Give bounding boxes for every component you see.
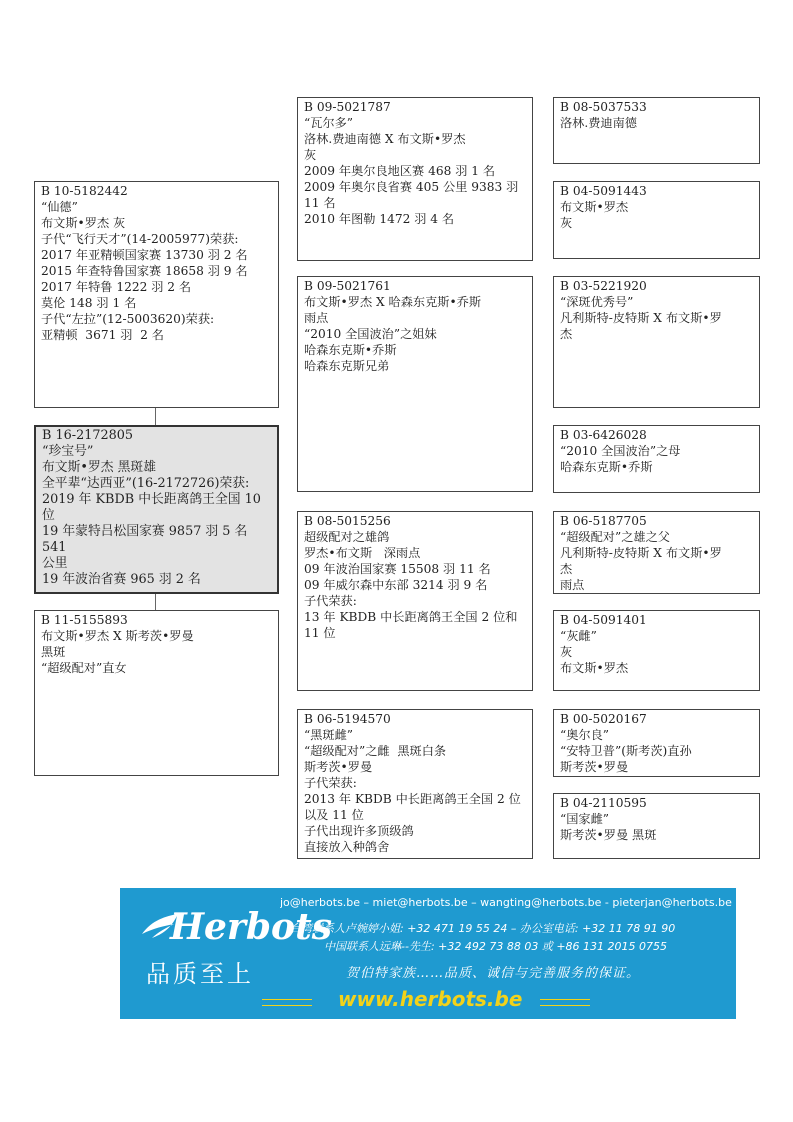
pedigree-line: 雨点 (560, 578, 585, 592)
great-grandparent-box-8 (553, 793, 760, 859)
pedigree-line: 哈森东克斯•乔斯 (560, 460, 653, 474)
pedigree-line: B 04-5091401 (560, 613, 647, 627)
pedigree-line: 布文斯•罗杰 黑斑雄 (42, 460, 156, 475)
slogan: 品质至上 (146, 960, 254, 988)
pedigree-line: 哈森东克斯•乔斯 (304, 343, 397, 357)
pedigree-line: 雨点 (304, 311, 329, 325)
pedigree-line: “超级配对”之雌 黑斑白条 (304, 744, 447, 758)
pedigree-line: 11 位 (304, 626, 336, 640)
pedigree-line: 直接放入种鸽舍 (304, 840, 390, 854)
pedigree-line: 2009 年奥尔良省赛 405 公里 9383 羽 (304, 180, 519, 194)
pedigree-line: 09 年波治国家赛 15508 羽 11 名 (304, 562, 491, 576)
pedigree-line: 全平辈“达西亚”(16-2172726)荣获: (42, 476, 250, 491)
pedigree-line: 斯考茨•罗曼 (560, 760, 629, 774)
dam-sire-box (297, 511, 533, 691)
pedigree-line: “2010 全国波治”之母 (560, 444, 681, 458)
pedigree-line: B 08-5037533 (560, 100, 647, 114)
herbots-logo (140, 896, 332, 952)
pedigree-line: “超级配对”直女 (41, 661, 127, 675)
pedigree-line: 公里 (42, 556, 68, 571)
pedigree-line: B 08-5015256 (304, 514, 391, 528)
sire-box (34, 181, 279, 408)
pedigree-line: B 11-5155893 (41, 613, 128, 627)
pedigree-line: “瓦尔多” (304, 116, 354, 130)
herbots-banner (120, 888, 736, 1019)
pedigree-line: 2017 年亚精顿国家赛 13730 羽 2 名 (41, 248, 248, 262)
pedigree-line: 灰 (560, 645, 573, 659)
pedigree-line: 斯考茨•罗曼 黑斑 (560, 828, 657, 842)
pedigree-line: 13 年 KBDB 中长距离鸽王全国 2 位和 (304, 610, 518, 624)
great-grandparent-box-6 (553, 610, 760, 691)
pedigree-line: 19 年波治省赛 965 羽 2 名 (42, 572, 201, 587)
pedigree-line: B 06-5194570 (304, 712, 391, 726)
pedigree-line: “国家雌” (560, 812, 610, 826)
pedigree-line: 子代出现许多顶级鸽 (304, 824, 414, 838)
great-grandparent-box-7 (553, 709, 760, 777)
great-grandparent-box-2 (553, 181, 760, 259)
pedigree-line: 凡利斯特-皮特斯 X 布文斯•罗 (560, 311, 722, 325)
pedigree-line: B 09-5021787 (304, 100, 391, 114)
great-grandparent-box-3 (553, 276, 760, 408)
pedigree-line: “安特卫普”(斯考茨)直孙 (560, 744, 692, 758)
subject-pigeon-box (34, 425, 279, 594)
pedigree-line: “奥尔良” (560, 728, 610, 742)
pedigree-line: “珍宝号” (42, 444, 94, 459)
pedigree-line: B 16-2172805 (42, 428, 134, 443)
dam-box (34, 610, 279, 776)
pedigree-line: 2013 年 KBDB 中长距离鸽王全国 2 位 (304, 792, 521, 806)
divider-left (262, 999, 312, 1006)
pedigree-line: “黑斑雌” (304, 728, 354, 742)
sire-dam-box (297, 276, 533, 492)
connector-line (155, 407, 156, 426)
great-grandparent-box-5 (553, 511, 760, 594)
pedigree-line: 灰 (560, 216, 573, 230)
sire-sire-box (297, 97, 533, 261)
pedigree-line: B 00-5020167 (560, 712, 647, 726)
pedigree-line: 罗杰•布文斯 深雨点 (304, 546, 421, 560)
pedigree-line: 09 年威尔森中东部 3214 羽 9 名 (304, 578, 488, 592)
pedigree-line: 超级配对之雄鸽 (304, 530, 390, 544)
pedigree-line: 莫伦 148 羽 1 名 (41, 296, 137, 310)
pedigree-line: 洛林.费迪南德 (560, 116, 637, 130)
pedigree-line: 2009 年奥尔良地区赛 468 羽 1 名 (304, 164, 496, 178)
pedigree-line: 11 名 (304, 196, 336, 210)
pedigree-line: 哈森东克斯兄弟 (304, 359, 390, 373)
pedigree-line: B 04-2110595 (560, 796, 647, 810)
pedigree-line: B 06-5187705 (560, 514, 647, 528)
pedigree-line: B 10-5182442 (41, 184, 128, 198)
pedigree-line: 杰 (560, 562, 573, 576)
pedigree-line: 2017 年特鲁 1222 羽 2 名 (41, 280, 192, 294)
pedigree-line: 斯考茨•罗曼 (304, 760, 373, 774)
pedigree-line: 2015 年查特鲁国家赛 18658 羽 9 名 (41, 264, 248, 278)
pedigree-line: 子代荣获: (304, 776, 357, 790)
pedigree-line: 布文斯•罗杰 (560, 200, 629, 214)
pedigree-line: 洛林.费迪南德 X 布文斯•罗杰 (304, 132, 466, 146)
pedigree-line: 黑斑 (41, 645, 66, 659)
pedigree-line: 布文斯•罗杰 灰 (41, 216, 126, 230)
dam-dam-box (297, 709, 533, 859)
contact-china: 中国联系人远琳--先生: +32 492 73 88 03 或 +86 131 2015 0755 (324, 940, 668, 953)
pedigree-line: 灰 (304, 148, 317, 162)
guarantee-text: 贺伯特家族……品质、诚信与完善服务的保证。 (346, 966, 641, 981)
website-link[interactable]: www.herbots.be (338, 987, 523, 1011)
email-list[interactable]: jo@herbots.be – miet@herbots.be – wangting@herbots.be - pieterjan@herbots.be (280, 896, 732, 909)
pedigree-line: B 09-5021761 (304, 279, 391, 293)
connector-line (155, 593, 156, 610)
pedigree-line: “深斑优秀号” (560, 295, 634, 309)
pedigree-line: “超级配对”之雄之父 (560, 530, 670, 544)
pedigree-line: “仙德” (41, 200, 78, 214)
pedigree-line: 2019 年 KBDB 中长距离鸽王全国 10 位 (42, 492, 265, 523)
pedigree-line: 19 年蒙特吕松国家赛 9857 羽 5 名 541 (42, 524, 252, 555)
contact-taiwan: 台湾联系人卢婉婷小姐: +32 471 19 55 24 – 办公室电话: +32 11 78 91 90 (290, 922, 676, 935)
pedigree-line: B 04-5091443 (560, 184, 647, 198)
divider-right (540, 999, 590, 1006)
pedigree-line: 布文斯•罗杰 (560, 661, 629, 675)
pedigree-line: 子代“飞行天才”(14-2005977)荣获: (41, 232, 239, 246)
great-grandparent-box-4 (553, 425, 760, 493)
great-grandparent-box-1 (553, 97, 760, 164)
logo-text: Herbots (170, 906, 332, 948)
pedigree-line: 杰 (560, 327, 573, 341)
pedigree-line: 2010 年图勒 1472 羽 4 名 (304, 212, 455, 226)
pedigree-line: 凡利斯特-皮特斯 X 布文斯•罗 (560, 546, 722, 560)
pedigree-line: 子代“左拉”(12-5003620)荣获: (41, 312, 215, 326)
pedigree-line: 布文斯•罗杰 X 斯考茨•罗曼 (41, 629, 194, 643)
pedigree-line: 亚精顿 3671 羽 2 名 (41, 328, 164, 342)
pedigree-line: 布文斯•罗杰 X 哈森东克斯•乔斯 (304, 295, 482, 309)
pedigree-line: 以及 11 位 (304, 808, 364, 822)
pedigree-line: 子代荣获: (304, 594, 357, 608)
pedigree-line: “灰雌” (560, 629, 597, 643)
pedigree-line: B 03-6426028 (560, 428, 647, 442)
pedigree-line: “2010 全国波治”之姐妹 (304, 327, 437, 341)
pedigree-line: B 03-5221920 (560, 279, 647, 293)
